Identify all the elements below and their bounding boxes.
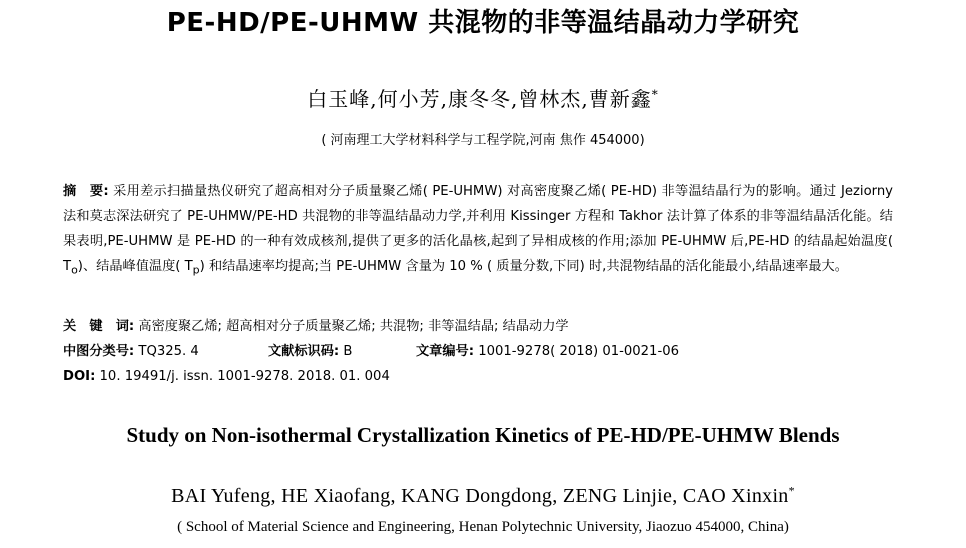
keywords-text: 高密度聚乙烯; 超高相对分子质量聚乙烯; 共混物; 非等温结晶; 结晶动力学: [134, 319, 569, 334]
article-number-field: [416, 339, 679, 364]
abstract-paragraph: [63, 179, 893, 283]
doi-value: 10. 19491/j. issn. 1001-9278. 2018. 01. 004: [95, 369, 390, 384]
doc-code-value: B: [339, 344, 353, 359]
author-names-english: BAI Yufeng, HE Xiaofang, KANG Dongdong, ZENG Linjie, CAO Xinxin: [171, 485, 789, 507]
keywords-label: 关 键 词:: [63, 319, 135, 334]
abstract-label: 摘 要:: [63, 184, 109, 199]
clc-field: [63, 339, 268, 364]
keywords-line: [63, 314, 893, 339]
doc-code-field: [268, 339, 416, 364]
author-names-chinese: 白玉峰,何小芳,康冬冬,曾林杰,曹新鑫: [307, 87, 652, 111]
abstract-text: 采用差示扫描量热仪研究了超高相对分子质量聚乙烯( PE-UHMW) 对高密度聚乙烯( PE-HD) 非等温结晶行为的影响。通过 Jeziorny 法和莫志深法研究了 PE-UHMW/PE-HD 共混物的非等温结晶动力学,并利用 Kissinger 方程和 Takhor 法计算了体系的非等温结晶活化能。结果表明,PE-UHMW 是 PE-HD 的一种有效成核剂,提供了更多的活化晶核,起到了异相成核的作用;添加 PE-UHMW 后,PE-HD 的结晶起始温度( T: [63, 184, 893, 274]
article-number-value: 1001-9278( 2018) 01-0021-06: [474, 344, 679, 359]
article-number-label: 文章编号:: [416, 344, 475, 359]
affiliation-english: ( School of Material Science and Engineering, Henan Polytechnic University, Jiaozuo 454000, China): [177, 519, 789, 535]
abstract-text-3: ) 和结晶速率均提高;当 PE-UHMW 含量为 10 % ( 质量分数,下同) 时,共混物结晶的活化能最小,结晶速率最大。: [199, 259, 848, 274]
subscript-p: p: [192, 263, 200, 277]
abstract-text-2: )、结晶峰值温度( T: [77, 259, 193, 274]
clc-label: 中图分类号:: [63, 344, 135, 359]
doi-label: DOI:: [63, 369, 96, 384]
subscript-o: o: [71, 263, 78, 277]
author-list-chinese: [0, 84, 966, 114]
doc-code-label: 文献标识码:: [268, 344, 340, 359]
article-title-english: Study on Non-isothermal Crystallization Kinetics of PE-HD/PE-UHMW Blends: [126, 423, 840, 447]
doi-line: [63, 364, 893, 389]
article-title-chinese: PE-HD/PE-UHMW 共混物的非等温结晶动力学研究: [166, 8, 800, 38]
corresponding-author-mark-english: *: [788, 483, 795, 498]
classification-line: [63, 339, 893, 364]
clc-value: TQ325. 4: [134, 344, 199, 359]
corresponding-author-mark: *: [651, 87, 659, 102]
affiliation-chinese: ( 河南理工大学材料科学与工程学院,河南 焦作 454000): [321, 133, 645, 148]
author-list-english: [0, 482, 966, 510]
